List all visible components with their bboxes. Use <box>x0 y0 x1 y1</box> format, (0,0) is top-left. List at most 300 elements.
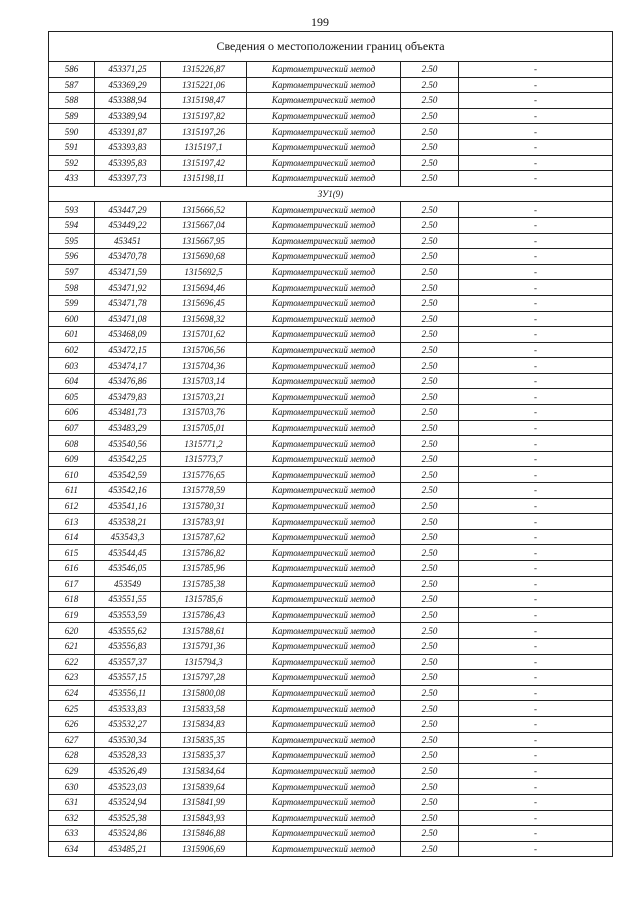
x-coordinate-cell: 453481,73 <box>95 405 161 421</box>
description-cell: - <box>459 389 613 405</box>
x-coordinate-cell: 453544,45 <box>95 545 161 561</box>
x-coordinate-cell: 453472,15 <box>95 342 161 358</box>
x-coordinate-cell: 453551,55 <box>95 592 161 608</box>
page-number: 199 <box>311 15 329 29</box>
description-cell: - <box>459 373 613 389</box>
y-coordinate-cell: 1315783,91 <box>161 514 247 530</box>
x-coordinate-cell: 453451 <box>95 233 161 249</box>
point-number-cell: 624 <box>49 685 95 701</box>
accuracy-cell: 2.50 <box>401 716 459 732</box>
point-number-cell: 586 <box>49 62 95 78</box>
point-number-cell: 592 <box>49 155 95 171</box>
method-cell: Картометрический метод <box>247 155 401 171</box>
x-coordinate-cell: 453395,83 <box>95 155 161 171</box>
x-coordinate-cell: 453471,92 <box>95 280 161 296</box>
method-cell: Картометрический метод <box>247 529 401 545</box>
y-coordinate-cell: 1315696,45 <box>161 295 247 311</box>
accuracy-cell: 2.50 <box>401 93 459 109</box>
point-number-cell: 605 <box>49 389 95 405</box>
description-cell: - <box>459 264 613 280</box>
x-coordinate-cell: 453471,78 <box>95 295 161 311</box>
accuracy-cell: 2.50 <box>401 451 459 467</box>
x-coordinate-cell: 453528,33 <box>95 748 161 764</box>
method-cell: Картометрический метод <box>247 342 401 358</box>
point-number-cell: 601 <box>49 327 95 343</box>
point-number-cell: 607 <box>49 420 95 436</box>
accuracy-cell: 2.50 <box>401 280 459 296</box>
point-number-cell: 625 <box>49 701 95 717</box>
method-cell: Картометрический метод <box>247 389 401 405</box>
description-cell: - <box>459 93 613 109</box>
accuracy-cell: 2.50 <box>401 592 459 608</box>
point-number-cell: 610 <box>49 467 95 483</box>
description-cell: - <box>459 748 613 764</box>
method-cell: Картометрический метод <box>247 623 401 639</box>
x-coordinate-cell: 453557,37 <box>95 654 161 670</box>
point-number-cell: 628 <box>49 748 95 764</box>
x-coordinate-cell: 453556,83 <box>95 638 161 654</box>
table-row <box>49 561 613 577</box>
accuracy-cell: 2.50 <box>401 701 459 717</box>
description-cell: - <box>459 436 613 452</box>
table-row <box>49 327 613 343</box>
point-number-cell: 587 <box>49 77 95 93</box>
method-cell: Картометрический метод <box>247 576 401 592</box>
description-cell: - <box>459 607 613 623</box>
table-row <box>49 280 613 296</box>
description-cell: - <box>459 545 613 561</box>
table-row <box>49 108 613 124</box>
table-row <box>49 670 613 686</box>
description-cell: - <box>459 670 613 686</box>
description-cell: - <box>459 638 613 654</box>
description-cell: - <box>459 685 613 701</box>
point-number-cell: 590 <box>49 124 95 140</box>
point-number-cell: 612 <box>49 498 95 514</box>
x-coordinate-cell: 453371,25 <box>95 62 161 78</box>
x-coordinate-cell: 453476,86 <box>95 373 161 389</box>
y-coordinate-cell: 1315698,32 <box>161 311 247 327</box>
accuracy-cell: 2.50 <box>401 529 459 545</box>
point-number-cell: 629 <box>49 763 95 779</box>
x-coordinate-cell: 453525,38 <box>95 810 161 826</box>
accuracy-cell: 2.50 <box>401 576 459 592</box>
y-coordinate-cell: 1315791,36 <box>161 638 247 654</box>
table-row <box>49 295 613 311</box>
accuracy-cell: 2.50 <box>401 638 459 654</box>
y-coordinate-cell: 1315834,83 <box>161 716 247 732</box>
point-number-cell: 630 <box>49 779 95 795</box>
point-number-cell: 618 <box>49 592 95 608</box>
description-cell: - <box>459 529 613 545</box>
point-number-cell: 615 <box>49 545 95 561</box>
point-number-cell: 616 <box>49 561 95 577</box>
point-number-cell: 609 <box>49 451 95 467</box>
y-coordinate-cell: 1315785,6 <box>161 592 247 608</box>
y-coordinate-cell: 1315787,62 <box>161 529 247 545</box>
accuracy-cell: 2.50 <box>401 311 459 327</box>
table-title-row <box>49 32 613 62</box>
y-coordinate-cell: 1315906,69 <box>161 841 247 857</box>
description-cell: - <box>459 217 613 233</box>
x-coordinate-cell: 453542,16 <box>95 483 161 499</box>
description-cell: - <box>459 841 613 857</box>
accuracy-cell: 2.50 <box>401 108 459 124</box>
table-title: Сведения о местоположении границ объекта <box>49 32 613 62</box>
accuracy-cell: 2.50 <box>401 233 459 249</box>
x-coordinate-cell: 453555,62 <box>95 623 161 639</box>
point-number-cell: 606 <box>49 405 95 421</box>
method-cell: Картометрический метод <box>247 483 401 499</box>
y-coordinate-cell: 1315834,64 <box>161 763 247 779</box>
accuracy-cell: 2.50 <box>401 389 459 405</box>
description-cell: - <box>459 576 613 592</box>
method-cell: Картометрический метод <box>247 810 401 826</box>
method-cell: Картометрический метод <box>247 264 401 280</box>
x-coordinate-cell: 453542,59 <box>95 467 161 483</box>
description-cell: - <box>459 826 613 842</box>
accuracy-cell: 2.50 <box>401 841 459 857</box>
table-row <box>49 779 613 795</box>
point-number-cell: 620 <box>49 623 95 639</box>
method-cell: Картометрический метод <box>247 233 401 249</box>
table-row <box>49 498 613 514</box>
description-cell: - <box>459 514 613 530</box>
x-coordinate-cell: 453369,29 <box>95 77 161 93</box>
y-coordinate-cell: 1315794,3 <box>161 654 247 670</box>
table-row <box>49 638 613 654</box>
method-cell: Картометрический метод <box>247 794 401 810</box>
method-cell: Картометрический метод <box>247 670 401 686</box>
description-cell: - <box>459 810 613 826</box>
method-cell: Картометрический метод <box>247 607 401 623</box>
point-number-cell: 617 <box>49 576 95 592</box>
description-cell: - <box>459 342 613 358</box>
y-coordinate-cell: 1315704,36 <box>161 358 247 374</box>
accuracy-cell: 2.50 <box>401 670 459 686</box>
accuracy-cell: 2.50 <box>401 420 459 436</box>
table-row <box>49 467 613 483</box>
y-coordinate-cell: 1315221,06 <box>161 77 247 93</box>
accuracy-cell: 2.50 <box>401 810 459 826</box>
table-row <box>49 358 613 374</box>
x-coordinate-cell: 453474,17 <box>95 358 161 374</box>
table-row <box>49 592 613 608</box>
y-coordinate-cell: 1315833,58 <box>161 701 247 717</box>
description-cell: - <box>459 794 613 810</box>
point-number-cell: 627 <box>49 732 95 748</box>
accuracy-cell: 2.50 <box>401 654 459 670</box>
accuracy-cell: 2.50 <box>401 373 459 389</box>
table-row <box>49 483 613 499</box>
y-coordinate-cell: 1315701,62 <box>161 327 247 343</box>
method-cell: Картометрический метод <box>247 420 401 436</box>
description-cell: - <box>459 327 613 343</box>
x-coordinate-cell: 453447,29 <box>95 202 161 218</box>
x-coordinate-cell: 453389,94 <box>95 108 161 124</box>
y-coordinate-cell: 1315705,01 <box>161 420 247 436</box>
y-coordinate-cell: 1315835,35 <box>161 732 247 748</box>
point-number-cell: 608 <box>49 436 95 452</box>
method-cell: Картометрический метод <box>247 217 401 233</box>
point-number-cell: 621 <box>49 638 95 654</box>
method-cell: Картометрический метод <box>247 358 401 374</box>
accuracy-cell: 2.50 <box>401 202 459 218</box>
x-coordinate-cell: 453391,87 <box>95 124 161 140</box>
accuracy-cell: 2.50 <box>401 732 459 748</box>
description-cell: - <box>459 171 613 187</box>
table-row <box>49 701 613 717</box>
x-coordinate-cell: 453526,49 <box>95 763 161 779</box>
method-cell: Картометрический метод <box>247 592 401 608</box>
method-cell: Картометрический метод <box>247 467 401 483</box>
description-cell: - <box>459 498 613 514</box>
y-coordinate-cell: 1315666,52 <box>161 202 247 218</box>
table-row <box>49 249 613 265</box>
point-number-cell: 588 <box>49 93 95 109</box>
table-row <box>49 436 613 452</box>
table-row <box>49 342 613 358</box>
point-number-cell: 596 <box>49 249 95 265</box>
x-coordinate-cell: 453533,83 <box>95 701 161 717</box>
method-cell: Картометрический метод <box>247 108 401 124</box>
y-coordinate-cell: 1315197,82 <box>161 108 247 124</box>
point-number-cell: 599 <box>49 295 95 311</box>
point-number-cell: 604 <box>49 373 95 389</box>
method-cell: Картометрический метод <box>247 748 401 764</box>
description-cell: - <box>459 763 613 779</box>
method-cell: Картометрический метод <box>247 779 401 795</box>
accuracy-cell: 2.50 <box>401 217 459 233</box>
description-cell: - <box>459 779 613 795</box>
y-coordinate-cell: 1315780,31 <box>161 498 247 514</box>
section-header-row <box>49 186 613 202</box>
method-cell: Картометрический метод <box>247 545 401 561</box>
x-coordinate-cell: 453523,03 <box>95 779 161 795</box>
y-coordinate-cell: 1315703,76 <box>161 405 247 421</box>
description-cell: - <box>459 249 613 265</box>
table-row <box>49 545 613 561</box>
x-coordinate-cell: 453479,83 <box>95 389 161 405</box>
accuracy-cell: 2.50 <box>401 139 459 155</box>
table-row <box>49 841 613 857</box>
table-row <box>49 732 613 748</box>
x-coordinate-cell: 453524,94 <box>95 794 161 810</box>
method-cell: Картометрический метод <box>247 732 401 748</box>
y-coordinate-cell: 1315786,43 <box>161 607 247 623</box>
method-cell: Картометрический метод <box>247 139 401 155</box>
point-number-cell: 633 <box>49 826 95 842</box>
description-cell: - <box>459 139 613 155</box>
table-row <box>49 763 613 779</box>
table-row <box>49 62 613 78</box>
y-coordinate-cell: 1315786,82 <box>161 545 247 561</box>
method-cell: Картометрический метод <box>247 202 401 218</box>
point-number-cell: 591 <box>49 139 95 155</box>
accuracy-cell: 2.50 <box>401 483 459 499</box>
method-cell: Картометрический метод <box>247 62 401 78</box>
table-row <box>49 233 613 249</box>
method-cell: Картометрический метод <box>247 171 401 187</box>
accuracy-cell: 2.50 <box>401 498 459 514</box>
y-coordinate-cell: 1315778,59 <box>161 483 247 499</box>
method-cell: Картометрический метод <box>247 763 401 779</box>
table-row <box>49 93 613 109</box>
method-cell: Картометрический метод <box>247 280 401 296</box>
table-row <box>49 576 613 592</box>
description-cell: - <box>459 467 613 483</box>
method-cell: Картометрический метод <box>247 561 401 577</box>
y-coordinate-cell: 1315703,14 <box>161 373 247 389</box>
method-cell: Картометрический метод <box>247 77 401 93</box>
point-number-cell: 433 <box>49 171 95 187</box>
description-cell: - <box>459 62 613 78</box>
x-coordinate-cell: 453393,83 <box>95 139 161 155</box>
point-number-cell: 634 <box>49 841 95 857</box>
table-row <box>49 389 613 405</box>
accuracy-cell: 2.50 <box>401 607 459 623</box>
y-coordinate-cell: 1315785,96 <box>161 561 247 577</box>
method-cell: Картометрический метод <box>247 826 401 842</box>
accuracy-cell: 2.50 <box>401 171 459 187</box>
table-row <box>49 716 613 732</box>
accuracy-cell: 2.50 <box>401 467 459 483</box>
x-coordinate-cell: 453540,56 <box>95 436 161 452</box>
x-coordinate-cell: 453556,11 <box>95 685 161 701</box>
y-coordinate-cell: 1315198,47 <box>161 93 247 109</box>
description-cell: - <box>459 654 613 670</box>
point-number-cell: 619 <box>49 607 95 623</box>
y-coordinate-cell: 1315197,1 <box>161 139 247 155</box>
description-cell: - <box>459 716 613 732</box>
table-row <box>49 264 613 280</box>
table-row <box>49 514 613 530</box>
point-number-cell: 597 <box>49 264 95 280</box>
point-number-cell: 632 <box>49 810 95 826</box>
table-row <box>49 171 613 187</box>
y-coordinate-cell: 1315690,68 <box>161 249 247 265</box>
section-label: ЗУ1(9) <box>49 186 613 202</box>
point-number-cell: 611 <box>49 483 95 499</box>
y-coordinate-cell: 1315703,21 <box>161 389 247 405</box>
x-coordinate-cell: 453524,86 <box>95 826 161 842</box>
description-cell: - <box>459 311 613 327</box>
y-coordinate-cell: 1315667,04 <box>161 217 247 233</box>
table-row <box>49 810 613 826</box>
y-coordinate-cell: 1315846,88 <box>161 826 247 842</box>
y-coordinate-cell: 1315800,08 <box>161 685 247 701</box>
method-cell: Картометрический метод <box>247 638 401 654</box>
table-row <box>49 373 613 389</box>
method-cell: Картометрический метод <box>247 498 401 514</box>
accuracy-cell: 2.50 <box>401 545 459 561</box>
table-row <box>49 826 613 842</box>
point-number-cell: 594 <box>49 217 95 233</box>
description-cell: - <box>459 623 613 639</box>
accuracy-cell: 2.50 <box>401 794 459 810</box>
method-cell: Картометрический метод <box>247 451 401 467</box>
method-cell: Картометрический метод <box>247 405 401 421</box>
y-coordinate-cell: 1315776,65 <box>161 467 247 483</box>
accuracy-cell: 2.50 <box>401 342 459 358</box>
x-coordinate-cell: 453546,05 <box>95 561 161 577</box>
x-coordinate-cell: 453542,25 <box>95 451 161 467</box>
method-cell: Картометрический метод <box>247 249 401 265</box>
description-cell: - <box>459 233 613 249</box>
method-cell: Картометрический метод <box>247 311 401 327</box>
point-number-cell: 589 <box>49 108 95 124</box>
description-cell: - <box>459 451 613 467</box>
x-coordinate-cell: 453485,21 <box>95 841 161 857</box>
accuracy-cell: 2.50 <box>401 685 459 701</box>
description-cell: - <box>459 77 613 93</box>
table-row <box>49 623 613 639</box>
method-cell: Картометрический метод <box>247 436 401 452</box>
point-number-cell: 603 <box>49 358 95 374</box>
x-coordinate-cell: 453468,09 <box>95 327 161 343</box>
table-row <box>49 794 613 810</box>
description-cell: - <box>459 483 613 499</box>
y-coordinate-cell: 1315835,37 <box>161 748 247 764</box>
accuracy-cell: 2.50 <box>401 155 459 171</box>
y-coordinate-cell: 1315785,38 <box>161 576 247 592</box>
x-coordinate-cell: 453543,3 <box>95 529 161 545</box>
y-coordinate-cell: 1315771,2 <box>161 436 247 452</box>
method-cell: Картометрический метод <box>247 373 401 389</box>
accuracy-cell: 2.50 <box>401 295 459 311</box>
accuracy-cell: 2.50 <box>401 249 459 265</box>
table-row <box>49 217 613 233</box>
method-cell: Картометрический метод <box>247 514 401 530</box>
x-coordinate-cell: 453470,78 <box>95 249 161 265</box>
point-number-cell: 600 <box>49 311 95 327</box>
x-coordinate-cell: 453532,27 <box>95 716 161 732</box>
point-number-cell: 622 <box>49 654 95 670</box>
table-row <box>49 607 613 623</box>
point-number-cell: 598 <box>49 280 95 296</box>
table-row <box>49 405 613 421</box>
x-coordinate-cell: 453549 <box>95 576 161 592</box>
accuracy-cell: 2.50 <box>401 779 459 795</box>
description-cell: - <box>459 108 613 124</box>
method-cell: Картометрический метод <box>247 327 401 343</box>
accuracy-cell: 2.50 <box>401 327 459 343</box>
y-coordinate-cell: 1315667,95 <box>161 233 247 249</box>
point-number-cell: 631 <box>49 794 95 810</box>
accuracy-cell: 2.50 <box>401 62 459 78</box>
y-coordinate-cell: 1315226,87 <box>161 62 247 78</box>
accuracy-cell: 2.50 <box>401 358 459 374</box>
description-cell: - <box>459 124 613 140</box>
x-coordinate-cell: 453530,34 <box>95 732 161 748</box>
y-coordinate-cell: 1315198,11 <box>161 171 247 187</box>
description-cell: - <box>459 405 613 421</box>
accuracy-cell: 2.50 <box>401 623 459 639</box>
description-cell: - <box>459 420 613 436</box>
x-coordinate-cell: 453471,59 <box>95 264 161 280</box>
method-cell: Картометрический метод <box>247 841 401 857</box>
y-coordinate-cell: 1315797,28 <box>161 670 247 686</box>
x-coordinate-cell: 453388,94 <box>95 93 161 109</box>
accuracy-cell: 2.50 <box>401 561 459 577</box>
y-coordinate-cell: 1315841,99 <box>161 794 247 810</box>
point-number-cell: 614 <box>49 529 95 545</box>
x-coordinate-cell: 453449,22 <box>95 217 161 233</box>
description-cell: - <box>459 592 613 608</box>
description-cell: - <box>459 701 613 717</box>
point-number-cell: 593 <box>49 202 95 218</box>
table-row <box>49 685 613 701</box>
